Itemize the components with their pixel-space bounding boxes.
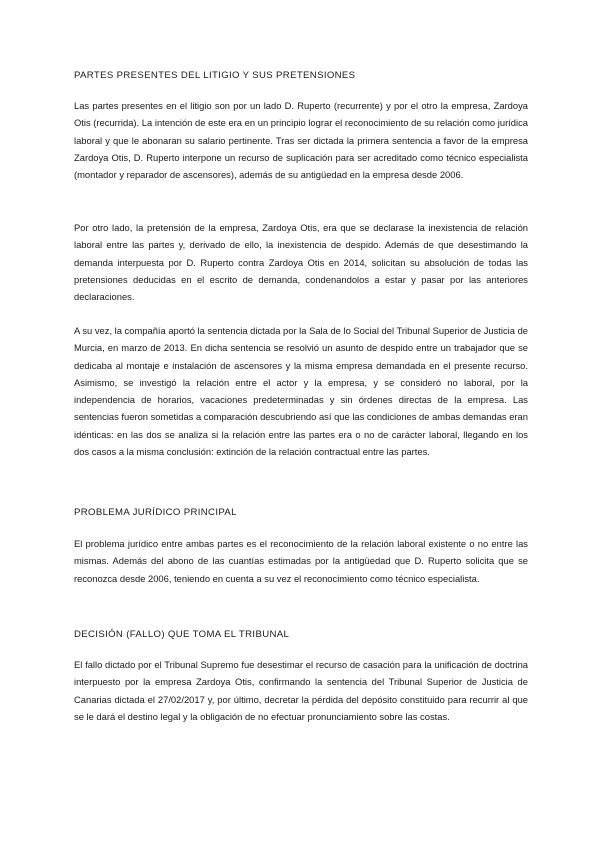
section-heading-decision: DECISIÓN (FALLO) QUE TOMA EL TRIBUNAL	[74, 629, 290, 640]
section-heading-partes: PARTES PRESENTES DEL LITIGIO Y SUS PRETENSIONES	[74, 70, 356, 81]
section-heading-problema: PROBLEMA JURÍDICO PRINCIPAL	[74, 507, 237, 518]
paragraph-partes-1: Las partes presentes en el litigio son por un lado D. Ruperto (recurrente) y por el otro la empresa, Zardoya Otis (recurrida). La intención de este era en un principio lograr el reconocimiento de su relación como jurídica laboral y que le abonaran su salario pertinente. Tras ser dictada la primera sentencia a favor de la empresa Zardoya Otis, D. Ruperto interpone un recurso de suplicación para ser acreditado como técnico especialista (montador y reparador de ascensores), además de su antigüedad en la empresa desde 2006.	[74, 100, 528, 181]
paragraph-partes-3: A su vez, la compañía aportó la sentencia dictada por la Sala de lo Social del Tribunal Superior de Justicia de Murcia, en marzo de 2013. En dicha sentencia se resolvió un asunto de despido entre un trabajador que se dedicaba al montaje e instalación de ascensores y la misma empresa demandada en el presente recurso. Asimismo, se investigó la relación entre el actor y la empresa, y se consideró no laboral, por la independencia de horarios, vacaciones predeterminadas y sin órdenes directas de la empresa. Las sentencias fueron sometidas a comparación descubriendo así que las condiciones de ambas demandas eran idénticas: en las dos se analiza si la relación entre las partes era o no de carácter laboral, llegando en los dos casos a la misma conclusión: extinción de la relación contractual entre las partes.	[74, 325, 528, 458]
paragraph-partes-2: Por otro lado, la pretensión de la empresa, Zardoya Otis, era que se declarase la inexistencia de relación laboral entre las partes y, derivado de ello, la inexistencia de despido. Además de que desestimando la demanda interpuesta por D. Ruperto contra Zardoya Otis en 2014, solicitan su absolución de todas las pretensiones deducidas en el escrito de demanda, condenandolos a estar y pasar por las anteriores declaraciones.	[74, 222, 528, 303]
paragraph-problema-1: El problema jurídico entre ambas partes es el reconocimiento de la relación laboral existente o no entre las mismas. Además del abono de las cuantías estimadas por la antigüedad que D. Ruperto solicita que se reconozca desde 2006, teniendo en cuenta a su vez el reconocimiento como técnico especialista.	[74, 538, 528, 584]
paragraph-decision-1: El fallo dictado por el Tribunal Supremo fue desestimar el recurso de casación para la unificación de doctrina interpuesto por la empresa Zardoya Otis, confirmando la sentencia del Tribunal Superior de Justicia de Canarias dictada el 27/02/2017 y, por último, decretar la pérdida del depósito constituido para recurrir al que se le dará el destino legal y la obligación de no efectuar pronunciamiento sobre las costas.	[74, 659, 528, 722]
